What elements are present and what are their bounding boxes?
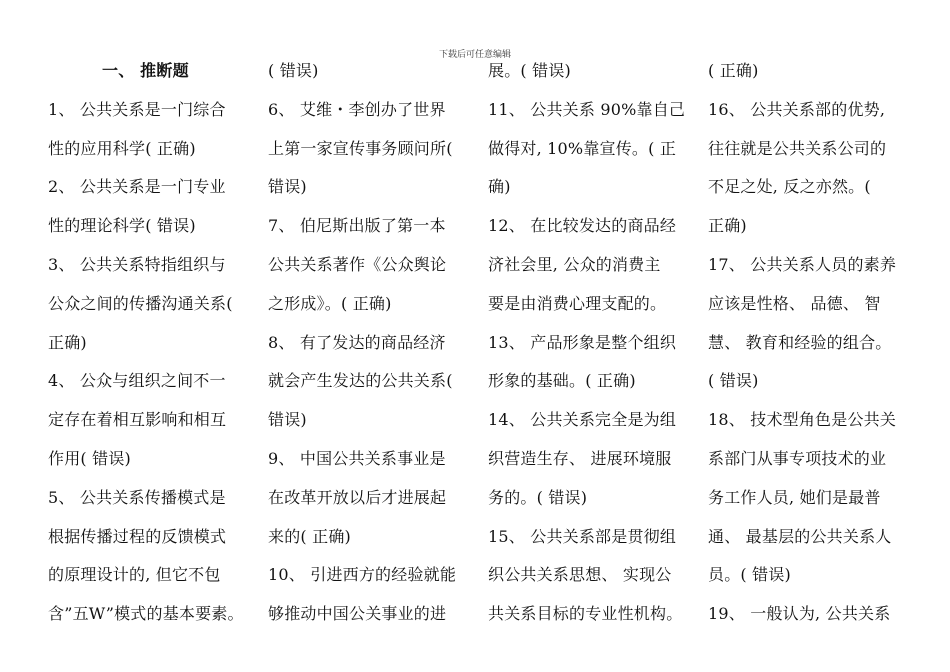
- text-line: 公共关系著作《公众舆论: [268, 254, 447, 274]
- text-line: 够推动中国公关事业的进: [268, 604, 447, 624]
- text-line: 正确): [48, 332, 87, 352]
- text-line: 8、 有了发达的商品经济: [268, 332, 446, 352]
- text-line: ( 错误): [708, 371, 759, 391]
- text-line: 员。( 错误): [708, 565, 791, 585]
- text-line: 上第一家宣传事务顾问所(: [268, 138, 453, 158]
- text-line: 2、 公共关系是一门专业: [48, 177, 226, 197]
- text-line: 慧、 教育和经验的组合。: [708, 332, 892, 352]
- text-line: 来的( 正确): [268, 526, 351, 546]
- text-line: 17、 公共关系人员的素养: [708, 254, 897, 274]
- text-line: ( 错误): [268, 61, 319, 80]
- text-line: 做得对, 10%靠宣传。( 正: [488, 138, 677, 158]
- text-column-1: [48, 52, 254, 634]
- text-line: 4、 公众与组织之间不一: [48, 371, 226, 391]
- text-line: 18、 技术型角色是公共关: [708, 410, 897, 430]
- text-line: 根据传播过程的反馈模式: [48, 526, 227, 546]
- text-line: 性的应用科学( 正确): [48, 138, 196, 158]
- text-line: 19、 一般认为, 公共关系: [708, 604, 891, 624]
- text-column-2: [268, 52, 474, 634]
- text-column-3: [488, 52, 694, 634]
- text-line: 15、 公共关系部是贯彻组: [488, 526, 677, 546]
- text-line: ( 正确): [708, 61, 759, 80]
- text-line: 性的理论科学( 错误): [48, 216, 196, 236]
- text-line: 济社会里, 公众的消费主: [488, 254, 661, 274]
- text-line: 务工作人员, 她们是最普: [708, 487, 881, 507]
- text-line: 正确): [708, 216, 747, 236]
- text-line: 定存在着相互影响和相互: [48, 410, 227, 430]
- text-line: 作用( 错误): [48, 448, 131, 468]
- text-line: 11、 公共关系 90%靠自己: [488, 99, 686, 119]
- page-header-note: 下载后可任意编辑: [438, 50, 511, 60]
- text-line: 3、 公共关系特指组织与: [48, 254, 226, 274]
- text-line: 1、 公共关系是一门综合: [48, 99, 226, 119]
- text-line: 不足之处, 反之亦然。(: [708, 177, 871, 197]
- text-line: 通、 最基层的公共关系人: [708, 526, 892, 546]
- text-line: 16、 公共关系部的优势,: [708, 99, 886, 119]
- text-line: 就会产生发达的公共关系(: [268, 371, 453, 391]
- section-title: 一、 推断题: [102, 61, 189, 80]
- text-line: 的原理设计的, 但它不包: [48, 565, 221, 585]
- text-line: 应该是性格、 品德、 智: [708, 293, 881, 313]
- text-line: 14、 公共关系完全是为组: [488, 410, 677, 430]
- text-line: 错误): [268, 410, 307, 430]
- text-line: 10、 引进西方的经验就能: [268, 565, 457, 585]
- text-line: 含”五W”模式的基本要素。: [48, 604, 244, 624]
- text-line: 13、 产品形象是整个组织: [488, 332, 677, 352]
- text-column-4: [708, 52, 914, 634]
- text-line: 在改革开放以后才进展起: [268, 487, 447, 507]
- text-line: 6、 艾维・李创办了世界: [268, 99, 446, 119]
- text-line: 形象的基础。( 正确): [488, 371, 636, 391]
- text-line: 7、 伯尼斯出版了第一本: [268, 216, 446, 236]
- text-line: 务的。( 错误): [488, 487, 588, 507]
- text-line: 错误): [268, 177, 307, 197]
- text-line: 12、 在比较发达的商品经: [488, 216, 677, 236]
- text-line: 系部门从事专项技术的业: [708, 448, 887, 468]
- text-line: 展。( 错误): [488, 61, 571, 80]
- text-line: 要是由消费心理支配的。: [488, 293, 667, 313]
- text-line: 9、 中国公共关系事业是: [268, 448, 446, 468]
- text-line: 织公共关系思想、 实现公: [488, 565, 672, 585]
- text-line: 5、 公共关系传播模式是: [48, 487, 226, 507]
- text-line: 公众之间的传播沟通关系(: [48, 293, 233, 313]
- text-line: 共关系目标的专业性机构。: [488, 604, 683, 624]
- text-line: 确): [488, 177, 511, 197]
- text-line: 往往就是公共关系公司的: [708, 138, 887, 158]
- text-line: 织营造生存、 进展环境服: [488, 448, 672, 468]
- text-line: 之形成》。( 正确): [268, 293, 392, 313]
